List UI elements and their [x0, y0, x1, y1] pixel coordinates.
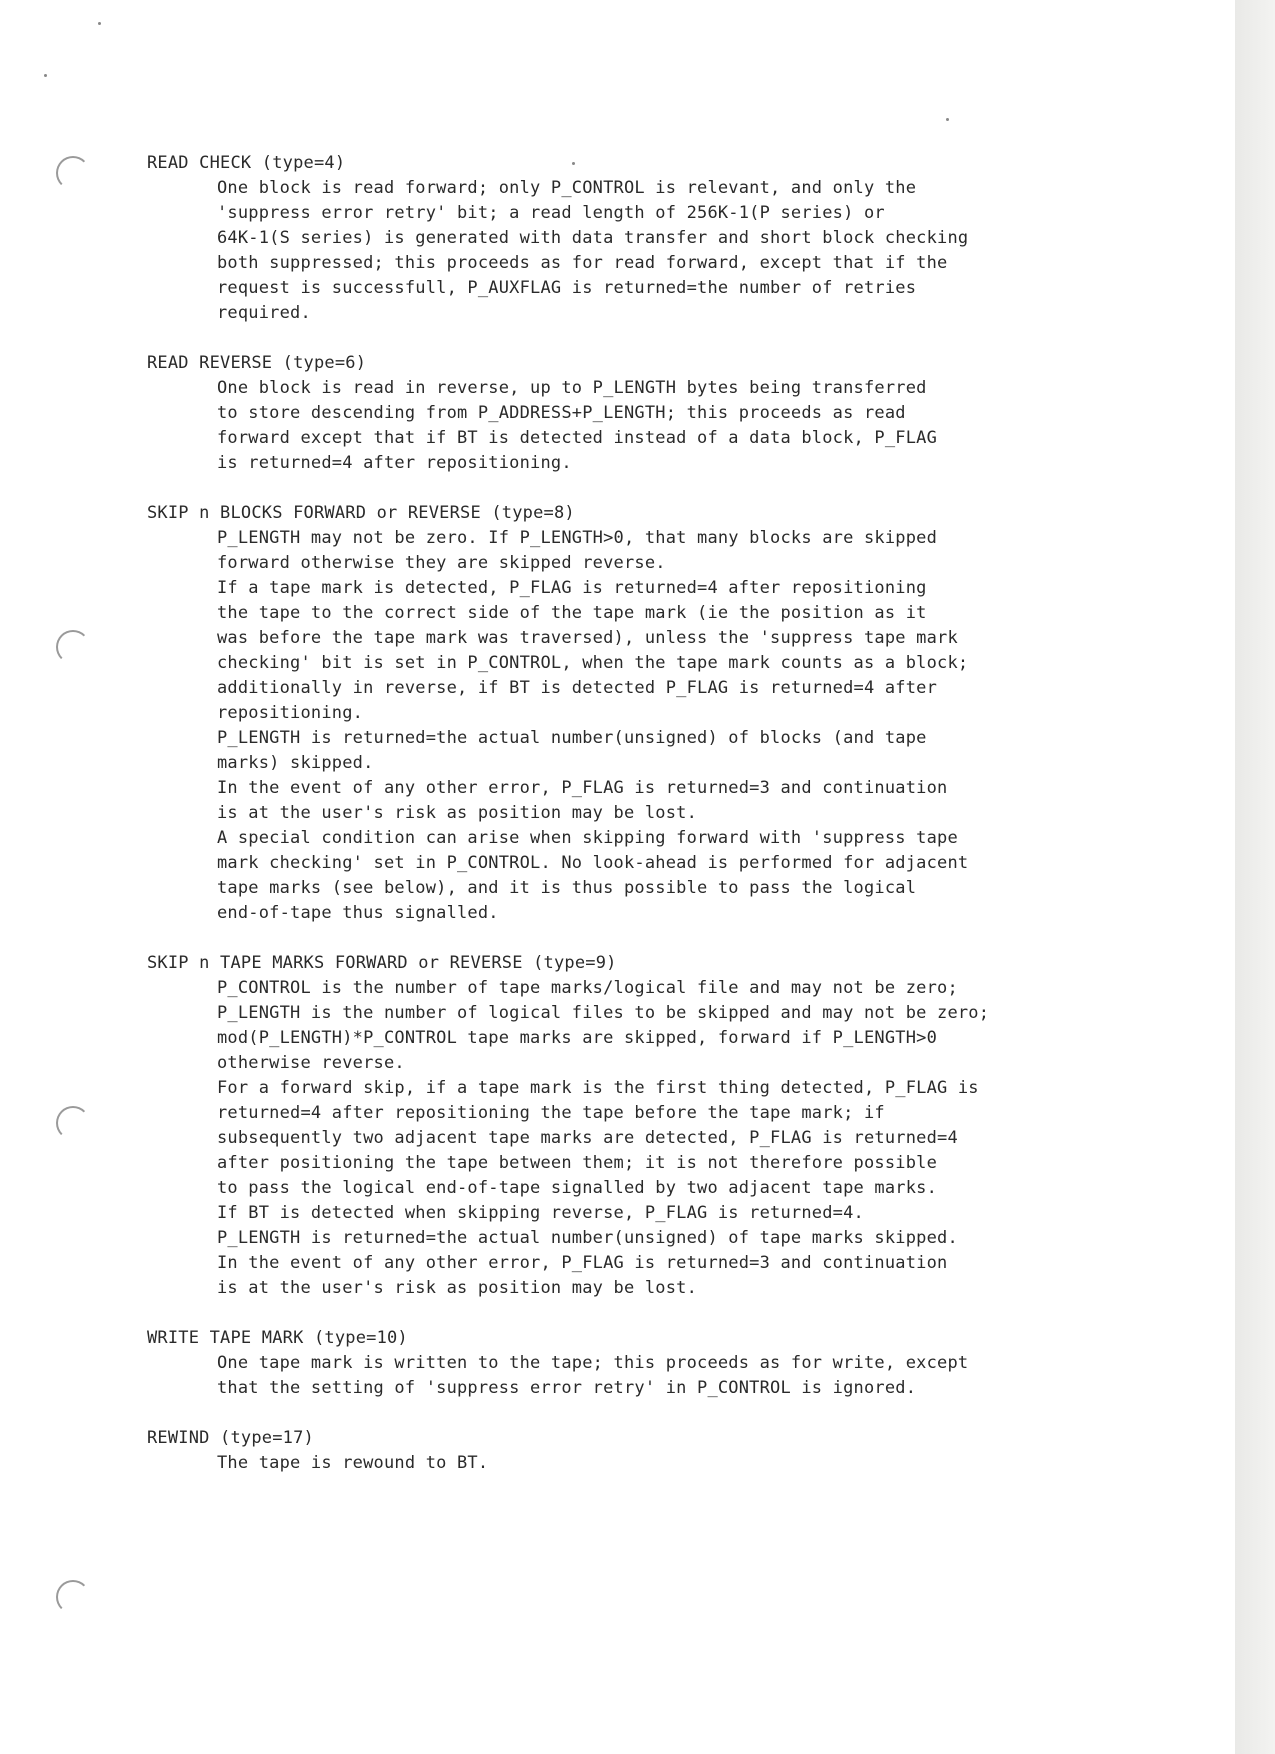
- text-line: repositioning.: [217, 703, 364, 723]
- punch-hole: [56, 1106, 90, 1140]
- section-write-tape-mark: [147, 1326, 1117, 1401]
- page-edge-shadow: [1235, 0, 1275, 1754]
- text-line: required.: [217, 303, 311, 323]
- text-line: forward except that if BT is detected instead of a data block, P_FLAG: [217, 428, 938, 448]
- section-body: [217, 976, 1117, 1301]
- text-line: For a forward skip, if a tape mark is the first thing detected, P_FLAG is: [217, 1078, 979, 1098]
- text-line: If a tape mark is detected, P_FLAG is returned=4 after repositioning: [217, 578, 927, 598]
- text-line: P_CONTROL is the number of tape marks/logical file and may not be zero;: [217, 978, 958, 998]
- text-line: The tape is rewound to BT.: [217, 1453, 489, 1473]
- punch-hole: [56, 1580, 90, 1614]
- section-body: [217, 176, 1117, 326]
- section-read-check: [147, 151, 1117, 326]
- text-line: forward otherwise they are skipped reverse.: [217, 553, 666, 573]
- text-line: 'suppress error retry' bit; a read length of 256K-1(P series) or: [217, 203, 885, 223]
- punch-hole: [56, 630, 90, 664]
- text-line: mark checking' set in P_CONTROL. No look-ahead is performed for adjacent: [217, 853, 969, 873]
- text-line: If BT is detected when skipping reverse, P_FLAG is returned=4.: [217, 1203, 864, 1223]
- section-body: [217, 526, 1117, 926]
- text-line: to store descending from P_ADDRESS+P_LENGTH; this proceeds as read: [217, 403, 906, 423]
- text-line: mod(P_LENGTH)*P_CONTROL tape marks are skipped, forward if P_LENGTH>0: [217, 1028, 938, 1048]
- text-line: that the setting of 'suppress error retry' in P_CONTROL is ignored.: [217, 1378, 917, 1398]
- text-line: P_LENGTH may not be zero. If P_LENGTH>0, that many blocks are skipped: [217, 528, 938, 548]
- section-skip-blocks: [147, 501, 1117, 926]
- text-line: P_LENGTH is returned=the actual number(unsigned) of blocks (and tape: [217, 728, 927, 748]
- text-line: the tape to the correct side of the tape mark (ie the position as it: [217, 603, 927, 623]
- section-read-reverse: [147, 351, 1117, 476]
- text-line: otherwise reverse.: [217, 1053, 405, 1073]
- text-line: checking' bit is set in P_CONTROL, when the tape mark counts as a block;: [217, 653, 969, 673]
- text-line: In the event of any other error, P_FLAG is returned=3 and continuation: [217, 778, 948, 798]
- section-heading: SKIP n TAPE MARKS FORWARD or REVERSE (type=9): [147, 953, 617, 973]
- text-line: One tape mark is written to the tape; this proceeds as for write, except: [217, 1353, 969, 1373]
- section-body: [217, 1351, 1117, 1401]
- section-body: [217, 376, 1117, 476]
- text-line: marks) skipped.: [217, 753, 374, 773]
- text-line: after positioning the tape between them; it is not therefore possible: [217, 1153, 938, 1173]
- text-line: returned=4 after repositioning the tape before the tape mark; if: [217, 1103, 885, 1123]
- text-line: In the event of any other error, P_FLAG is returned=3 and continuation: [217, 1253, 948, 1273]
- section-heading: SKIP n BLOCKS FORWARD or REVERSE (type=8): [147, 503, 575, 523]
- section-skip-tape-marks: [147, 951, 1117, 1301]
- punch-hole: [56, 156, 90, 190]
- paper-speck: [98, 22, 101, 25]
- text-line: subsequently two adjacent tape marks are detected, P_FLAG is returned=4: [217, 1128, 958, 1148]
- text-line: was before the tape mark was traversed), unless the 'suppress tape mark: [217, 628, 958, 648]
- text-line: additionally in reverse, if BT is detected P_FLAG is returned=4 after: [217, 678, 938, 698]
- paper-speck: [44, 74, 47, 77]
- text-line: is returned=4 after repositioning.: [217, 453, 572, 473]
- text-line: both suppressed; this proceeds as for read forward, except that if the: [217, 253, 948, 273]
- text-line: A special condition can arise when skipping forward with 'suppress tape: [217, 828, 958, 848]
- text-line: is at the user's risk as position may be lost.: [217, 1278, 698, 1298]
- text-line: end-of-tape thus signalled.: [217, 903, 499, 923]
- text-line: 64K-1(S series) is generated with data transfer and short block checking: [217, 228, 969, 248]
- text-line: One block is read in reverse, up to P_LENGTH bytes being transferred: [217, 378, 927, 398]
- text-line: to pass the logical end-of-tape signalled by two adjacent tape marks.: [217, 1178, 938, 1198]
- section-heading: READ CHECK (type=4): [147, 153, 346, 173]
- text-line: P_LENGTH is the number of logical files to be skipped and may not be zero;: [217, 1003, 990, 1023]
- text-line: One block is read forward; only P_CONTROL is relevant, and only the: [217, 178, 917, 198]
- section-heading: READ REVERSE (type=6): [147, 353, 367, 373]
- section-body: [217, 1451, 1117, 1476]
- text-line: request is successfull, P_AUXFLAG is returned=the number of retries: [217, 278, 917, 298]
- section-heading: WRITE TAPE MARK (type=10): [147, 1328, 408, 1348]
- text-line: tape marks (see below), and it is thus possible to pass the logical: [217, 878, 917, 898]
- paper-speck: [946, 118, 949, 121]
- document-body: [147, 151, 1117, 1501]
- section-heading: REWIND (type=17): [147, 1428, 314, 1448]
- section-rewind: [147, 1426, 1117, 1476]
- text-line: P_LENGTH is returned=the actual number(unsigned) of tape marks skipped.: [217, 1228, 958, 1248]
- text-line: is at the user's risk as position may be lost.: [217, 803, 698, 823]
